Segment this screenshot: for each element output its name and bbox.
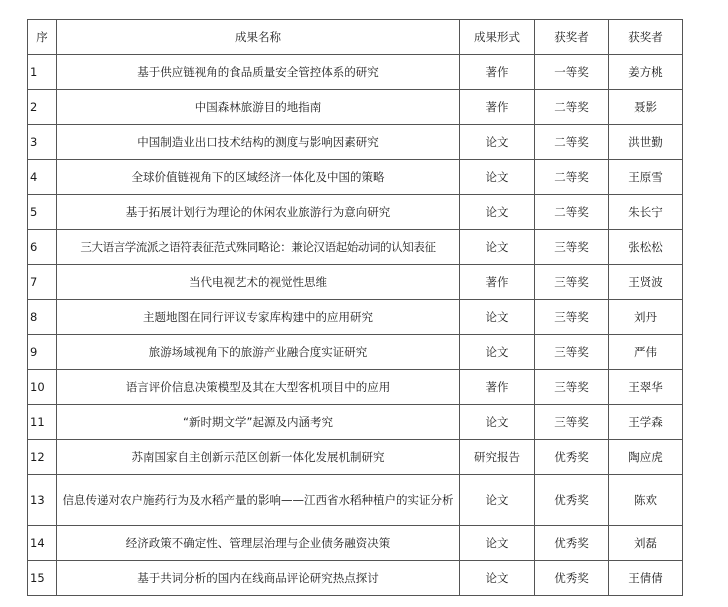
winner-name: 朱长宁 xyxy=(609,195,683,230)
row-number: 13 xyxy=(28,475,57,526)
table-row xyxy=(28,230,683,265)
table-row xyxy=(28,125,683,160)
winner-name: 聂影 xyxy=(609,90,683,125)
header-winner: 获奖者 xyxy=(609,20,683,55)
header-row xyxy=(28,20,683,55)
award-level: 三等奖 xyxy=(535,230,609,265)
achievement-title: 当代电视艺术的视觉性思维 xyxy=(57,265,460,300)
header-no: 序 xyxy=(28,20,57,55)
winner-name: 严伟 xyxy=(609,335,683,370)
winner-name: 王翠华 xyxy=(609,370,683,405)
achievement-form: 论文 xyxy=(460,335,535,370)
row-number: 10 xyxy=(28,370,57,405)
winner-name: 王贤波 xyxy=(609,265,683,300)
table-row xyxy=(28,475,683,526)
award-level: 三等奖 xyxy=(535,335,609,370)
row-number: 15 xyxy=(28,561,57,596)
table-row xyxy=(28,405,683,440)
table-row xyxy=(28,561,683,596)
achievement-title: 主题地图在同行评议专家库构建中的应用研究 xyxy=(57,300,460,335)
achievement-form: 论文 xyxy=(460,561,535,596)
row-number: 5 xyxy=(28,195,57,230)
achievement-form: 论文 xyxy=(460,475,535,526)
achievement-form: 论文 xyxy=(460,526,535,561)
award-level: 三等奖 xyxy=(535,370,609,405)
achievement-title: 旅游场域视角下的旅游产业融合度实证研究 xyxy=(57,335,460,370)
achievement-form: 研究报告 xyxy=(460,440,535,475)
winner-name: 刘磊 xyxy=(609,526,683,561)
awards-table xyxy=(27,19,683,596)
achievement-title: 苏南国家自主创新示范区创新一体化发展机制研究 xyxy=(57,440,460,475)
award-level: 三等奖 xyxy=(535,405,609,440)
achievement-form: 论文 xyxy=(460,125,535,160)
table-row xyxy=(28,265,683,300)
winner-name: 王倩倩 xyxy=(609,561,683,596)
award-level: 一等奖 xyxy=(535,55,609,90)
achievement-title: 中国制造业出口技术结构的测度与影响因素研究 xyxy=(57,125,460,160)
table-row xyxy=(28,55,683,90)
table-row xyxy=(28,440,683,475)
table-row xyxy=(28,335,683,370)
award-level: 优秀奖 xyxy=(535,526,609,561)
award-level: 三等奖 xyxy=(535,265,609,300)
achievement-title: 经济政策不确定性、管理层治理与企业债务融资决策 xyxy=(57,526,460,561)
achievement-form: 论文 xyxy=(460,300,535,335)
table-row xyxy=(28,300,683,335)
achievement-title: 三大语言学流派之语符表征范式殊同略论：兼论汉语起始动词的认知表征 xyxy=(57,230,460,265)
row-number: 12 xyxy=(28,440,57,475)
winner-name: 张松松 xyxy=(609,230,683,265)
achievement-title: 基于供应链视角的食品质量安全管控体系的研究 xyxy=(57,55,460,90)
winner-name: 王学森 xyxy=(609,405,683,440)
row-number: 6 xyxy=(28,230,57,265)
award-level: 优秀奖 xyxy=(535,561,609,596)
achievement-title: 语言评价信息决策模型及其在大型客机项目中的应用 xyxy=(57,370,460,405)
achievement-title: 中国森林旅游目的地指南 xyxy=(57,90,460,125)
achievement-form: 论文 xyxy=(460,195,535,230)
achievement-title: 信息传递对农户施药行为及水稻产量的影响——江西省水稻种植户的实证分析 xyxy=(57,475,460,526)
achievement-form: 著作 xyxy=(460,370,535,405)
award-level: 二等奖 xyxy=(535,160,609,195)
table-row xyxy=(28,370,683,405)
award-level: 二等奖 xyxy=(535,90,609,125)
award-level: 优秀奖 xyxy=(535,440,609,475)
row-number: 9 xyxy=(28,335,57,370)
table-row xyxy=(28,195,683,230)
row-number: 7 xyxy=(28,265,57,300)
achievement-title: 基于拓展计划行为理论的休闲农业旅游行为意向研究 xyxy=(57,195,460,230)
winner-name: 王原雪 xyxy=(609,160,683,195)
header-form: 成果形式 xyxy=(460,20,535,55)
achievement-form: 论文 xyxy=(460,160,535,195)
achievement-form: 著作 xyxy=(460,55,535,90)
row-number: 1 xyxy=(28,55,57,90)
achievement-form: 著作 xyxy=(460,265,535,300)
row-number: 8 xyxy=(28,300,57,335)
award-level: 三等奖 xyxy=(535,300,609,335)
row-number: 2 xyxy=(28,90,57,125)
winner-name: 洪世勤 xyxy=(609,125,683,160)
award-level: 优秀奖 xyxy=(535,475,609,526)
row-number: 14 xyxy=(28,526,57,561)
winner-name: 姜方桃 xyxy=(609,55,683,90)
achievement-form: 著作 xyxy=(460,90,535,125)
header-title: 成果名称 xyxy=(57,20,460,55)
achievement-form: 论文 xyxy=(460,230,535,265)
winner-name: 陶应虎 xyxy=(609,440,683,475)
row-number: 3 xyxy=(28,125,57,160)
award-level: 二等奖 xyxy=(535,195,609,230)
achievement-title: 全球价值链视角下的区域经济一体化及中国的策略 xyxy=(57,160,460,195)
achievement-title: 基于共词分析的国内在线商品评论研究热点探讨 xyxy=(57,561,460,596)
achievement-form: 论文 xyxy=(460,405,535,440)
table-row xyxy=(28,526,683,561)
award-level: 二等奖 xyxy=(535,125,609,160)
winner-name: 陈欢 xyxy=(609,475,683,526)
table-row xyxy=(28,160,683,195)
header-award: 获奖者 xyxy=(535,20,609,55)
winner-name: 刘丹 xyxy=(609,300,683,335)
table-row xyxy=(28,90,683,125)
row-number: 4 xyxy=(28,160,57,195)
achievement-title: “新时期文学”起源及内涵考究 xyxy=(57,405,460,440)
row-number: 11 xyxy=(28,405,57,440)
